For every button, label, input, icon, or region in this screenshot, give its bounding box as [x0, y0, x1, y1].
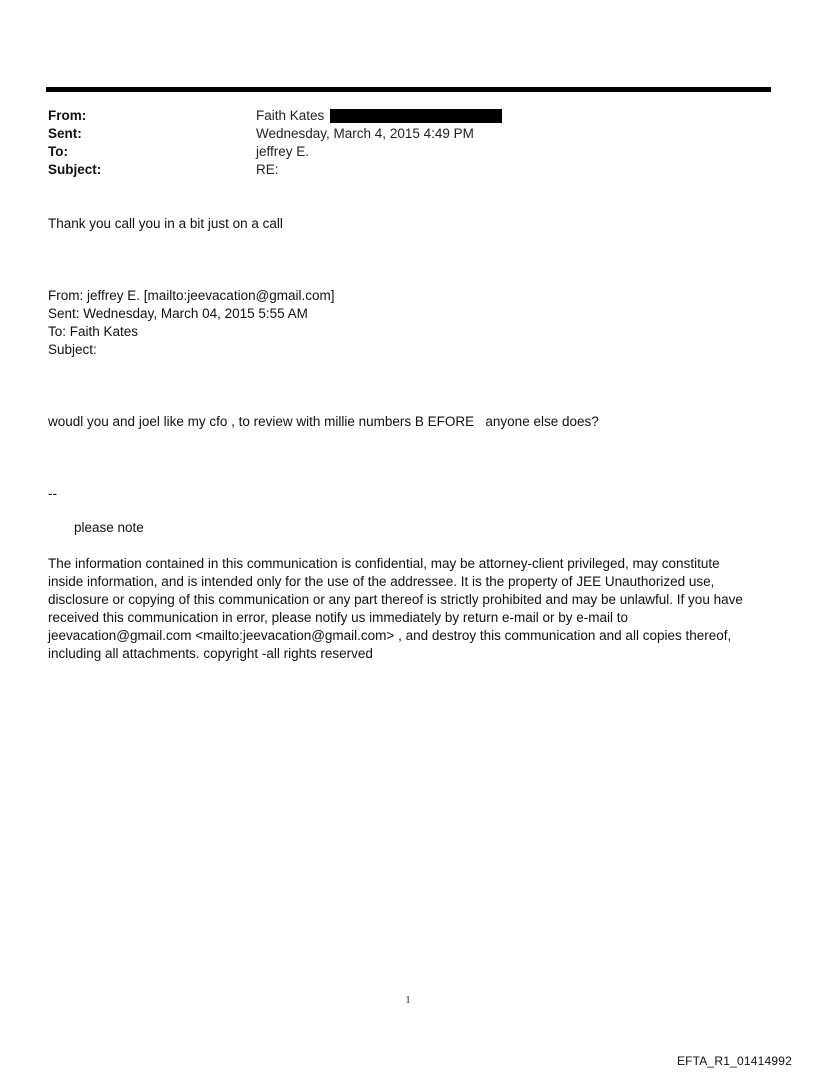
subject-row: [48, 161, 748, 179]
signature-note: please note: [74, 520, 144, 535]
reply-message: Thank you call you in a bit just on a call: [48, 216, 283, 231]
quoted-message: woudl you and joel like my cfo , to review with millie numbers B EFORE anyone else does?: [48, 414, 599, 429]
to-value: jeffrey E.: [256, 144, 310, 159]
disclaimer-line: including all attachments. copyright -all rights reserved: [48, 646, 373, 661]
disclaimer-line: jeevacation@gmail.com <mailto:jeevacation@gmail.com> , and destroy this communication and all copies thereof,: [48, 628, 732, 643]
quoted-subject-line: Subject:: [48, 342, 97, 357]
signature-separator: --: [48, 486, 57, 501]
email-header: [48, 107, 748, 179]
quoted-sent-line: Sent: Wednesday, March 04, 2015 5:55 AM: [48, 306, 308, 321]
top-divider-rule: [46, 87, 771, 92]
disclaimer-line: The information contained in this communication is confidential, may be attorney-client privileged, may constitute: [48, 556, 720, 571]
quoted-from-line: From: jeffrey E. [mailto:jeevacation@gmail.com]: [48, 288, 335, 303]
sent-row: [48, 125, 748, 143]
disclaimer-line: received this communication in error, please notify us immediately by return e-mail or by e-mail to: [48, 610, 628, 625]
from-value: [256, 107, 748, 125]
sent-value: Wednesday, March 4, 2015 4:49 PM: [256, 126, 474, 141]
document-id: EFTA_R1_01414992: [676, 1054, 792, 1068]
disclaimer-line: disclosure or copying of this communication or any part thereof is strictly prohibited and may be unlawful. If you have: [48, 592, 743, 607]
disclaimer-line: inside information, and is intended only for the use of the addressee. It is the property of JEE Unauthorized use,: [48, 574, 715, 589]
from-row: [48, 107, 748, 125]
to-label: To:: [48, 144, 68, 159]
from-label: From:: [48, 108, 87, 123]
confidentiality-disclaimer: [48, 555, 753, 663]
page-number: 1: [405, 995, 411, 1006]
sender-name: Faith Kates: [256, 108, 325, 123]
sent-label: Sent:: [48, 126, 82, 141]
subject-label: Subject:: [48, 162, 102, 177]
quoted-to-line: To: Faith Kates: [48, 324, 139, 339]
redaction-block: [330, 109, 502, 123]
quoted-email-header: [48, 287, 335, 359]
to-row: [48, 143, 748, 161]
subject-value: RE:: [256, 162, 279, 177]
